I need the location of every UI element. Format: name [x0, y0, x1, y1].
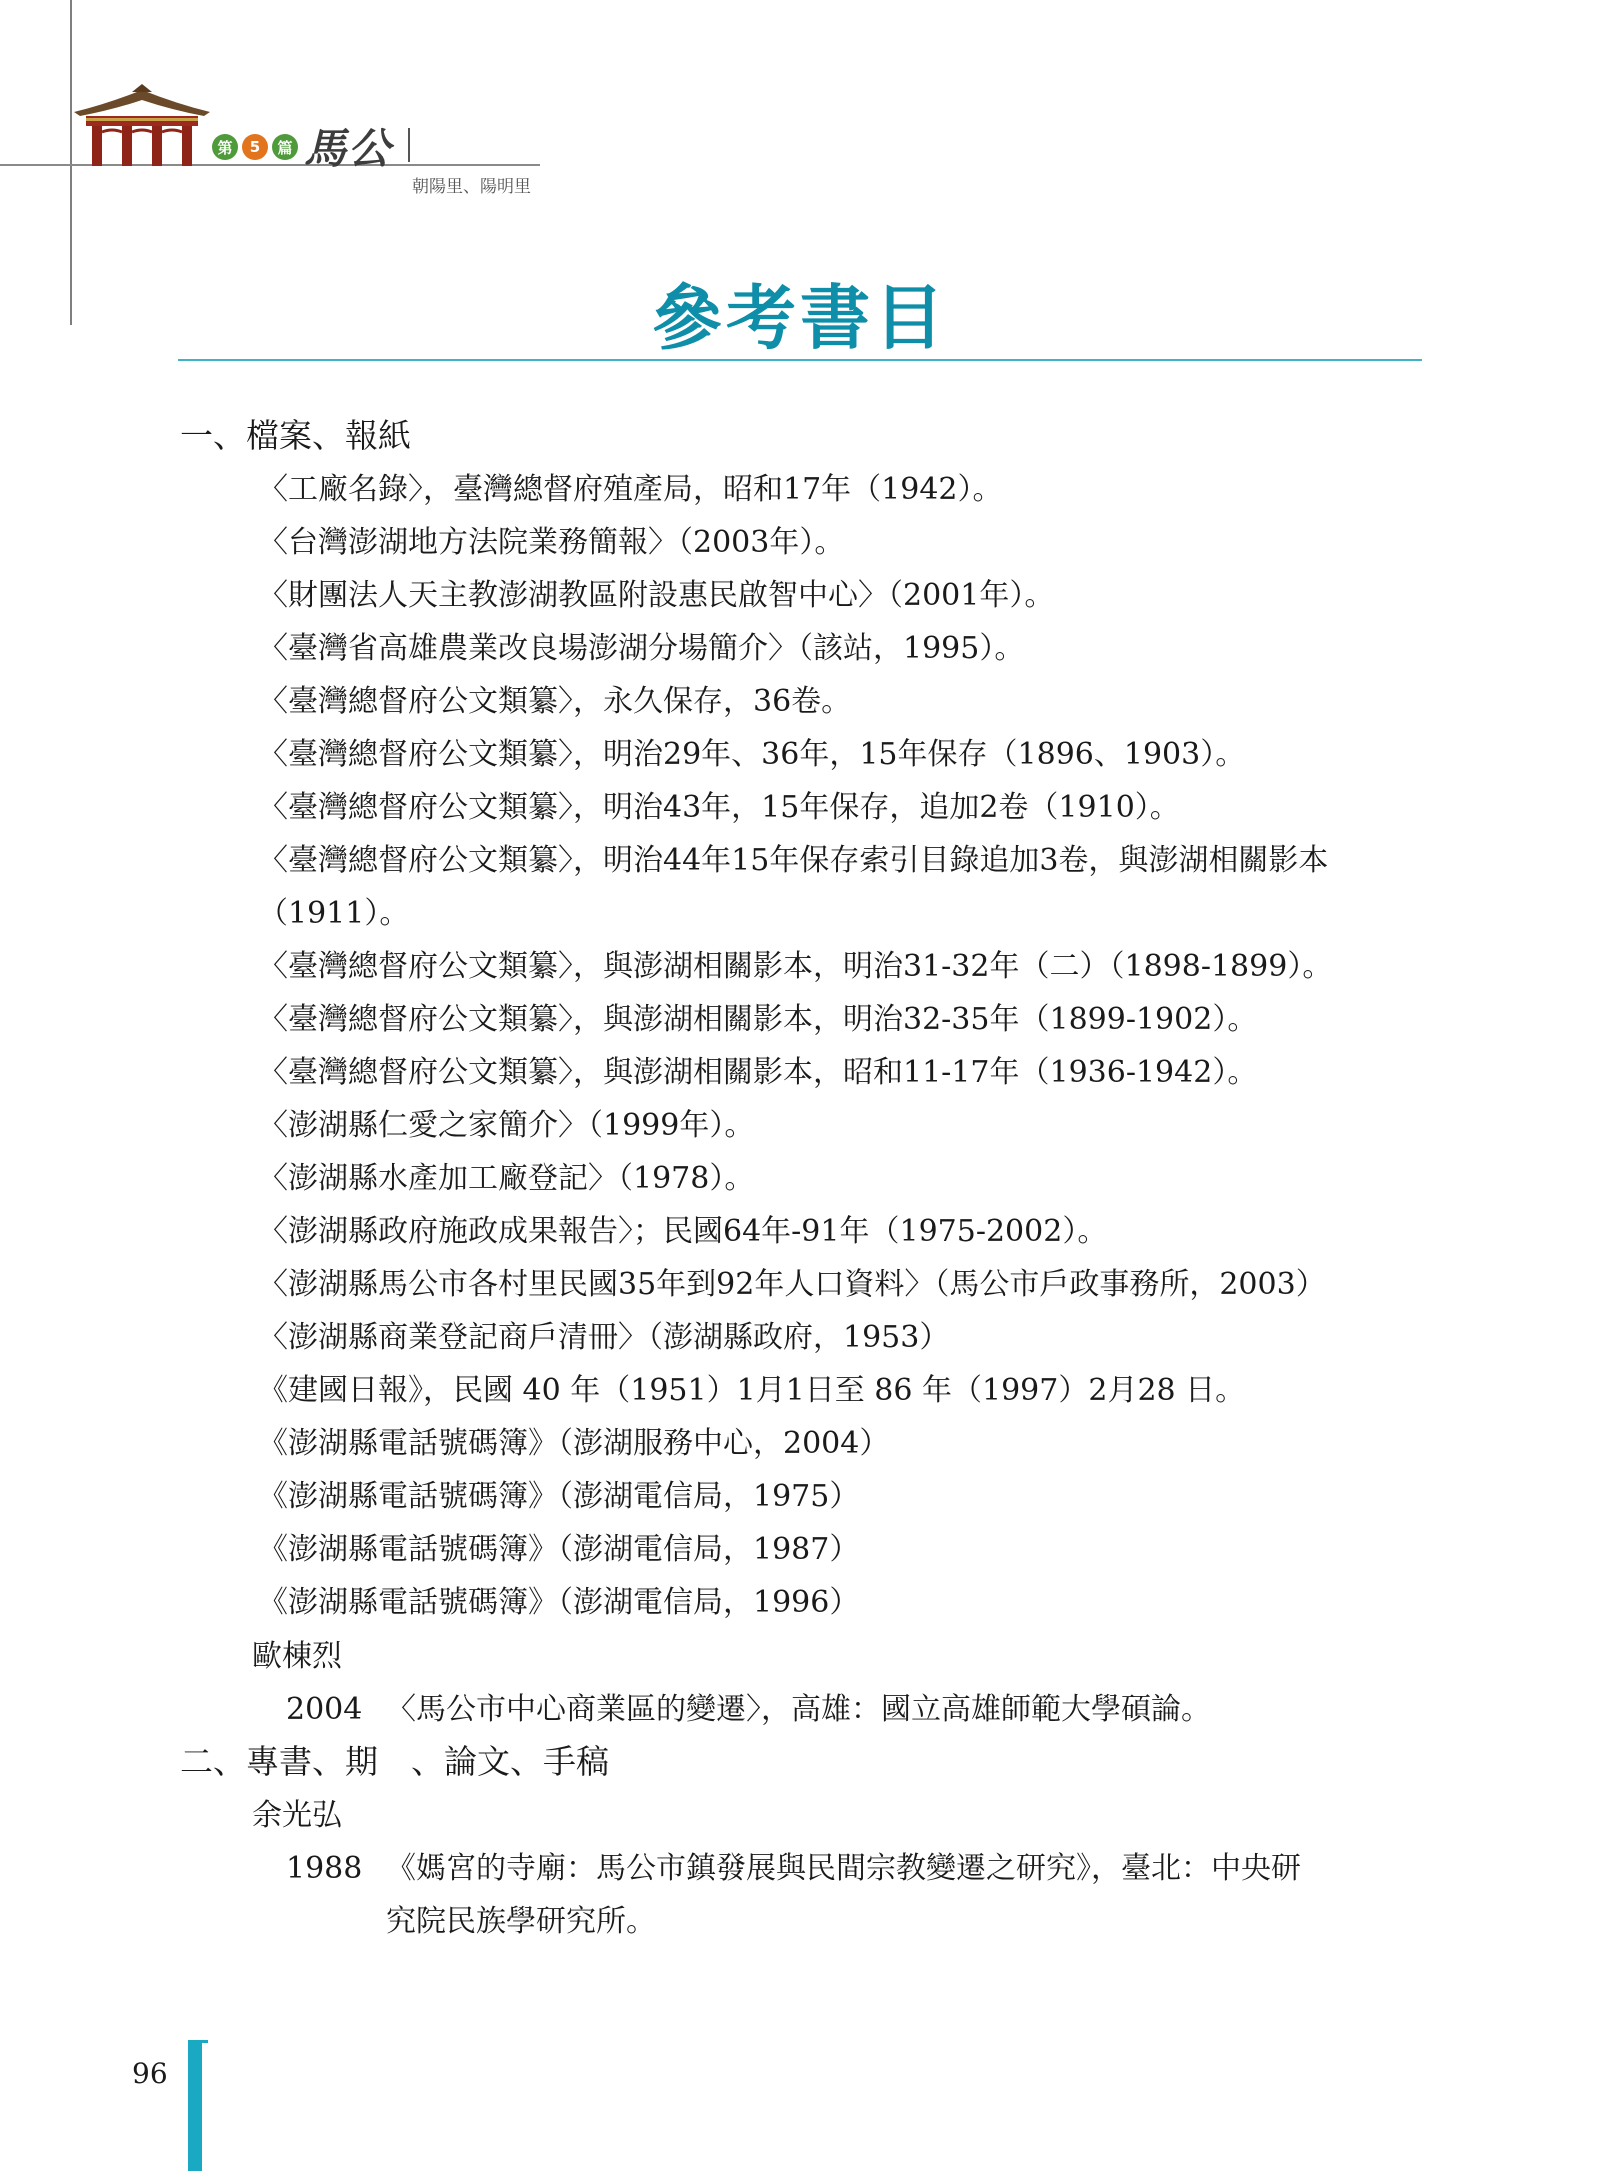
list-item: 〈臺灣省高雄農業改良場澎湖分場簡介〉（該站，1995）。: [258, 631, 1025, 666]
chapter-subtitle: 朝陽里、陽明里: [412, 177, 531, 197]
author-name: 歐棟烈: [252, 1639, 342, 1674]
list-item: 《澎湖縣電話號碼簿》（澎湖電信局，1987）: [258, 1532, 860, 1567]
list-item-continuation: （1911）。: [258, 896, 410, 931]
chapter-badges: [212, 134, 298, 160]
list-item: 〈臺灣總督府公文類纂〉，明治29年、36年，15年保存（1896、1903）。: [258, 737, 1246, 772]
entry-text: 〈馬公市中心商業區的變遷〉，高雄：國立高雄師範大學碩論。: [386, 1692, 1211, 1727]
author-name: 余光弘: [252, 1798, 342, 1833]
list-item: 〈臺灣總督府公文類纂〉，與澎湖相關影本，昭和11-17年（1936-1942）。: [258, 1055, 1258, 1090]
list-item: 〈澎湖縣政府施政成果報告〉；民國64年-91年（1975-2002）。: [258, 1214, 1108, 1249]
footer-accent-bar: [188, 2040, 202, 2171]
footer-accent-tick: [188, 2040, 208, 2043]
page-title: [0, 262, 1600, 363]
list-item: 《澎湖縣電話號碼簿》（澎湖電信局，1975）: [258, 1479, 860, 1514]
chapter-title: 馬公: [304, 124, 393, 173]
list-item: 〈澎湖縣仁愛之家簡介〉（1999年）。: [258, 1108, 755, 1143]
list-item: 《澎湖縣電話號碼簿》（澎湖服務中心，2004）: [258, 1426, 890, 1461]
list-item: 〈台灣澎湖地方法院業務簡報〉（2003年）。: [258, 525, 845, 560]
list-item: 〈工廠名錄〉，臺灣總督府殖產局，昭和17年（1942）。: [258, 472, 1003, 507]
list-item: 《澎湖縣電話號碼簿》（澎湖電信局，1996）: [258, 1585, 860, 1620]
title-rule: [178, 359, 1422, 361]
list-item: 〈臺灣總督府公文類纂〉，明治44年15年保存索引目錄追加3卷，與澎湖相關影本: [258, 843, 1329, 878]
list-item: 〈臺灣總督府公文類纂〉，永久保存，36卷。: [258, 684, 852, 719]
entry-text-continuation: 究院民族學研究所。: [386, 1904, 656, 1939]
section-heading-archives: 一、檔案、報紙: [180, 416, 411, 455]
list-item: 〈臺灣總督府公文類纂〉，明治43年，15年保存，追加2卷（1910）。: [258, 790, 1180, 825]
list-item: 〈臺灣總督府公文類纂〉，與澎湖相關影本，明治31-32年（二）（1898-1899）。: [258, 949, 1333, 984]
entry-text: 《媽宮的寺廟：馬公市鎮發展與民間宗教變遷之研究》，臺北：中央研: [386, 1851, 1301, 1886]
chapter-badge-prefix: 第: [212, 134, 238, 160]
header-divider-bar: [408, 128, 410, 162]
section-heading-books: 二、專書、期 、論文、手稿: [180, 1742, 609, 1781]
page-title-text: 參考書目: [652, 276, 948, 359]
chapter-badge-suffix: 篇: [272, 134, 298, 160]
list-item: 〈澎湖縣馬公市各村里民國35年到92年人口資料〉（馬公市戶政事務所，2003）: [258, 1267, 1326, 1302]
list-item: 〈財團法人天主教澎湖教區附設惠民啟智中心〉（2001年）。: [258, 578, 1055, 613]
entry-year: 2004: [286, 1692, 363, 1727]
pavilion-illustration: [72, 82, 212, 166]
chapter-badge-number: 5: [242, 134, 268, 160]
list-item: 〈澎湖縣商業登記商戶清冊〉（澎湖縣政府，1953）: [258, 1320, 950, 1355]
list-item: 《建國日報》，民國 40 年（1951）1月1日至 86 年（1997）2月28 日。: [258, 1373, 1246, 1408]
list-item: 〈臺灣總督府公文類纂〉，與澎湖相關影本，明治32-35年（1899-1902）。: [258, 1002, 1258, 1037]
entry-year: 1988: [286, 1851, 363, 1886]
page-number: 96: [132, 2057, 168, 2090]
list-item: 〈澎湖縣水產加工廠登記〉（1978）。: [258, 1161, 755, 1196]
